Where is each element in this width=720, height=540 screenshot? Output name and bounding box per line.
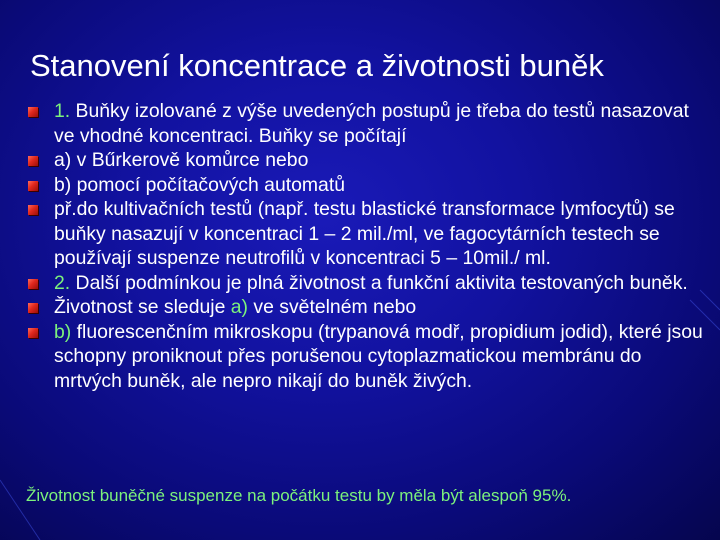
bullet-text: ve světelném nebo: [248, 296, 417, 318]
footnote: Životnost buněčné suspenze na počátku testu by měla být alespoň 95%.: [26, 486, 572, 505]
bullet-item: [28, 197, 708, 271]
bullet-square-icon: [28, 181, 38, 191]
bullet-text: fluorescenčním mikroskopu (trypanová modř, propidium jodid), které jsou schopny proniknout přes porušenou cytoplazmatickou membránu do mrtvých buněk, ale nepro nikají do buněk živých.: [54, 320, 703, 392]
bullet-text: Životnost se sleduje: [54, 296, 231, 318]
bullet-square-icon: [28, 328, 38, 338]
bullet-square-icon: [28, 205, 38, 215]
bullet-item: [28, 148, 708, 173]
slide-title: Stanovení koncentrace a životnosti buněk: [30, 48, 604, 83]
bullet-number: 1.: [54, 100, 71, 122]
bullet-item: [28, 271, 708, 296]
bullet-square-icon: [28, 156, 38, 166]
bullet-text: Buňky izolované z výše uvedených postupů je třeba do testů nasazovat ve vhodné koncentraci. Buňky se počítají: [54, 100, 689, 147]
bullet-text: př.do kultivačních testů (např. testu blastické transformace lymfocytů) se buňky nasazují v koncentraci 1 – 2 mil./ml, ve fagocytárních testech se používají suspenze neutrofilů v koncentraci 5 – 10mil./ ml.: [54, 198, 675, 269]
bullet-item: [28, 173, 708, 198]
bullet-text: a) v Bűrkerově komůrce nebo: [54, 149, 309, 171]
bullet-item: [28, 99, 708, 148]
bullet-square-icon: [28, 303, 38, 313]
bullet-item: [28, 320, 708, 394]
bullet-item: [28, 295, 708, 320]
bullet-text: b) pomocí počítačových automatů: [54, 173, 346, 196]
bullet-square-icon: [28, 279, 38, 289]
bullet-number: 2.: [54, 271, 71, 294]
bullet-number: b): [54, 320, 72, 343]
bullet-highlight: a): [230, 296, 249, 318]
bullet-list: [28, 99, 708, 393]
bullet-square-icon: [28, 107, 38, 117]
bullet-text: Další podmínkou je plná životnost a funkční aktivita testovaných buněk.: [70, 271, 688, 294]
